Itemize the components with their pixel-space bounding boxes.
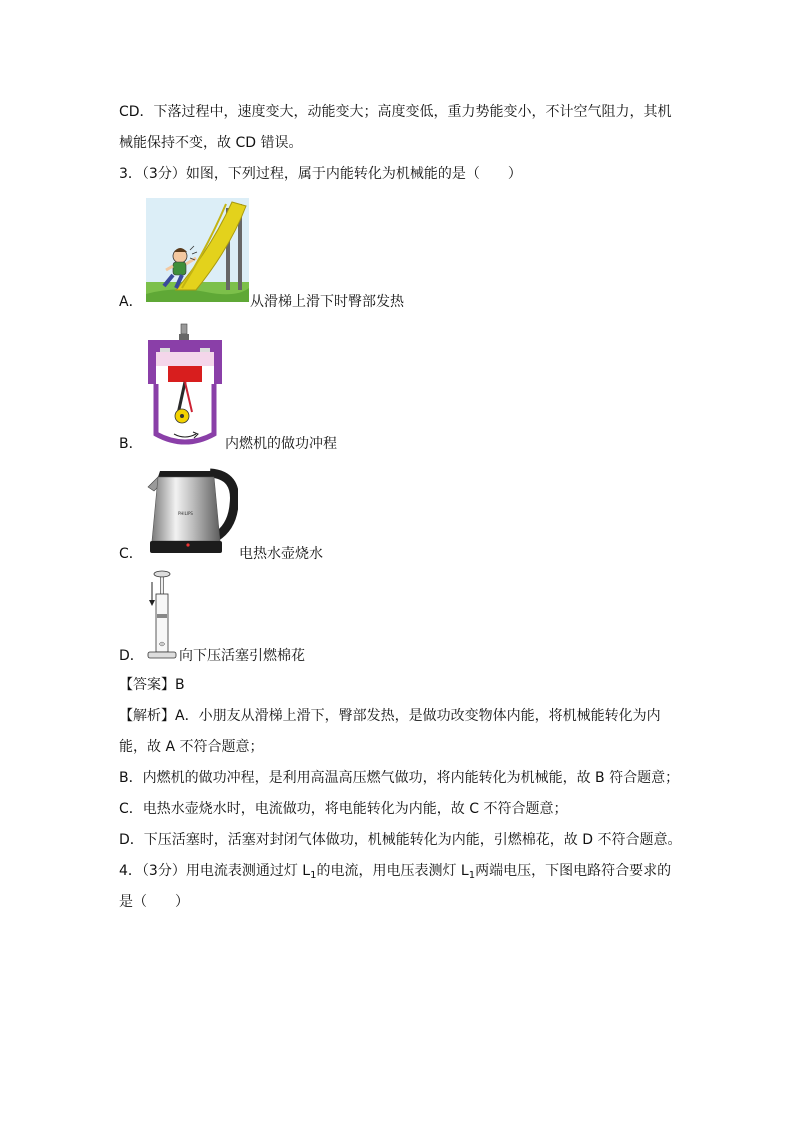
analysis-line2: 能，故 A 不符合题意； — [119, 739, 264, 755]
kettle-brand-text: PHILIPS — [178, 511, 193, 516]
q4-subscript-2: 1 — [468, 870, 476, 881]
analysis-line1: 【解析】A．小朋友从滑梯上滑下，臀部发热，是做功改变物体内能，将机械能转化为内 — [119, 708, 661, 724]
option-c-label: C． — [119, 546, 143, 562]
electric-kettle-illustration — [146, 465, 238, 555]
piston-compression-illustration — [146, 570, 178, 662]
analysis-option-c: C．电热水壶烧水时，电流做功，将电能转化为内能，故 C 不符合题意； — [119, 801, 568, 817]
q4-text-part2: 的电流，用电压表测灯 L — [316, 863, 469, 879]
engine-cylinder-illustration — [146, 322, 224, 450]
option-b-label: B． — [119, 436, 143, 452]
analysis-option-d: D．下压活塞时，活塞对封闭气体做功，机械能转化为内能，引燃棉花，故 D 不符合题意。 — [119, 832, 682, 848]
option-a-caption: 从滑梯上滑下时臀部发热 — [250, 294, 404, 310]
answer-line: 【答案】B — [119, 677, 185, 693]
option-b-caption: 内燃机的做功冲程 — [225, 436, 337, 452]
option-d-caption: 向下压活塞引燃棉花 — [179, 648, 305, 664]
question-4-stem-line1 — [119, 861, 671, 881]
cd-explanation-line2: 械能保持不变，故 CD 错误。 — [119, 135, 303, 151]
cd-explanation-line1: CD．下落过程中，速度变大，动能变大；高度变低，重力势能变小，不计空气阻力，其机 — [119, 104, 672, 120]
q4-text-part3: 两端电压，下图电路符合要求的 — [475, 863, 672, 879]
slide-child-illustration — [146, 198, 249, 302]
q4-subscript-1: 1 — [310, 870, 317, 881]
q4-text-part1: 4．（3分）用电流表测通过灯 L — [119, 863, 311, 879]
option-a-label: A． — [119, 294, 143, 310]
analysis-option-b: B．内燃机的做功冲程，是利用高温高压燃气做功，将内能转化为机械能，故 B 符合题意； — [119, 770, 680, 786]
option-d-label: D． — [119, 648, 144, 664]
question-4-stem-line2: 是（ ） — [119, 894, 189, 910]
option-c-caption: 电热水壶烧水 — [239, 546, 323, 562]
question-3-stem: 3．（3分）如图，下列过程，属于内能转化为机械能的是（ ） — [119, 166, 522, 182]
